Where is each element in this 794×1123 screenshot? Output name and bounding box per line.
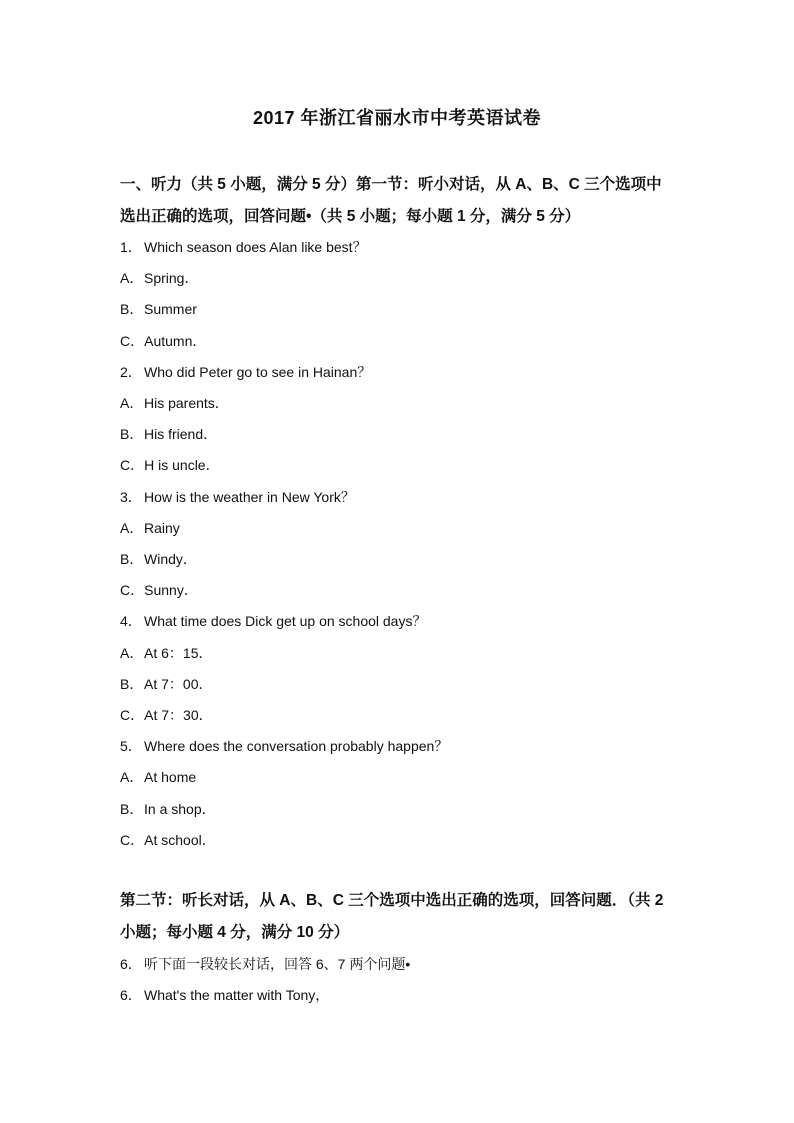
question-text: Which season does Alan like best？ [144,239,367,255]
option-text: At 7：00． [144,675,213,692]
option-letter: C． [120,332,145,349]
option-c [120,575,680,606]
option-text: At 6：15． [144,644,213,661]
section-2-line [120,980,680,1011]
question-text: What's the matter with Tony， [144,987,330,1004]
option-text: Sunny． [144,582,198,599]
question-number: 6． [120,956,142,972]
question-1 [120,232,680,263]
option-letter: B． [120,426,144,443]
option-c [120,825,680,856]
section-2 [120,885,680,1011]
option-text: Summer [144,301,197,318]
option-b [120,419,680,450]
question-number: 3． [120,488,142,505]
question-text: How is the weather in New York？ [144,488,355,505]
option-text: At school． [144,831,216,848]
option-letter: C． [120,831,145,848]
option-letter: C． [120,457,145,474]
option-c [120,700,680,731]
option-text: In a shop． [144,800,216,817]
question-number: 4． [120,613,142,630]
option-letter: A． [120,270,144,287]
option-b [120,794,680,825]
option-letter: A． [120,519,144,536]
question-4 [120,606,680,637]
option-text: At home [144,769,197,786]
question-number: 2． [120,363,142,380]
question-number: 5． [120,738,142,755]
option-c [120,326,680,357]
option-text: Autumn． [144,332,207,349]
question-number: 6． [120,987,142,1004]
option-letter: B． [120,675,144,692]
option-text: Windy． [144,551,197,568]
question-text: What time does Dick get up on school days？ [144,613,427,630]
option-letter: B． [120,551,144,568]
question-3 [120,482,680,513]
option-letter: B． [120,301,144,318]
question-list [120,232,680,856]
section-1-heading-line-1: 一、听力（共 5 小题，满分 5 分）第一节：听小对话，从 A、B、C 三个选项中 [120,176,662,193]
question-2 [120,357,680,388]
question-text: 听下面一段较长对话，回答 6、7 两个问题• [144,956,411,972]
page-title: 2017 年浙江省丽水市中考英语试卷 [252,108,542,128]
option-b [120,294,680,325]
option-a [120,513,680,544]
section-1 [120,169,680,233]
option-letter: A． [120,395,144,412]
option-a [120,263,680,294]
section-2-line [120,949,680,980]
option-text: Rainy [144,519,180,536]
section-2-heading-line-1: 第二节：听长对话，从 A、B、C 三个选项中选出正确的选项，回答问题．（共 2 [120,892,664,909]
option-b [120,669,680,700]
option-letter: B． [120,800,144,817]
option-a [120,388,680,419]
option-a [120,638,680,669]
section-2-heading-line-2: 小题；每小题 4 分，满分 10 分） [120,924,350,941]
option-letter: C． [120,582,145,599]
option-text: Spring． [144,270,199,287]
option-text: His friend． [144,426,218,443]
option-letter: A． [120,769,144,786]
option-text: H is uncle． [144,457,220,474]
section-1-heading-line-2: 选出正确的选项，回答问题•（共 5 小题；每小题 1 分，满分 5 分） [120,208,581,225]
option-letter: A． [120,644,144,661]
question-text: Where does the conversation probably happen？ [144,738,449,755]
question-5 [120,731,680,762]
option-b [120,544,680,575]
option-text: His parents． [144,395,229,412]
option-text: At 7：30． [144,707,213,724]
option-letter: C． [120,707,145,724]
question-number: 1． [120,239,142,255]
option-c [120,450,680,481]
option-a [120,762,680,793]
question-text: Who did Peter go to see in Hainan？ [144,363,372,380]
